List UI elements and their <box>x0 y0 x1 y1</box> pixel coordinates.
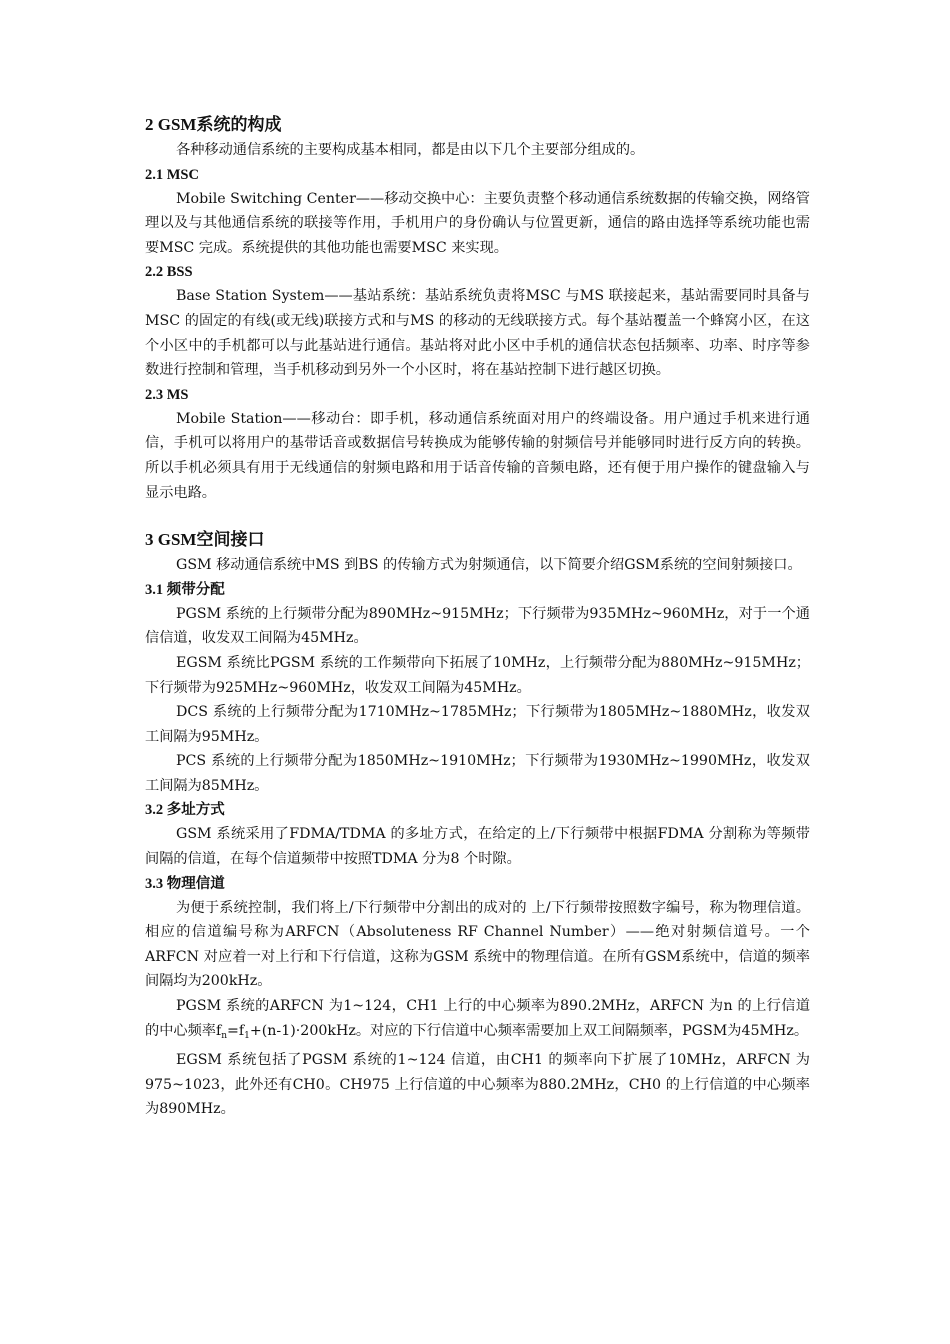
channel-text-2-part-b: =f <box>227 1022 245 1039</box>
section-2-title: 2 GSM系统的构成 <box>145 115 282 134</box>
section-3-3-title: 3.3 物理信道 <box>145 875 225 892</box>
section-2-intro: 各种移动通信系统的主要构成基本相同，都是由以下几个主要部分组成的。 <box>176 142 645 158</box>
document-page <box>145 112 810 1122</box>
section-2-2-title: 2.2 BSS <box>145 264 193 281</box>
section-2-1-text: Mobile Switching Center——移动交换中心：主要负责整个移动通信系统数据的传输交换，网络管理以及与其他通信系统的联接等作用，手机用户的身份确认与位置更新，通信的路由选择等系统功能也需要MSC 完成。系统提供的其他功能也需要MSC 来实现。 <box>145 190 810 256</box>
section-3-intro: GSM 移动通信系统中MS 到BS 的传输方式为射频通信，以下简要介绍GSM系统的空间射频接口。 <box>176 557 802 574</box>
band-pcs-text: PCS 系统的上行频带分配为1850MHz~1910MHz；下行频带为1930MHz~1990MHz，收发双工间隔为85MHz。 <box>145 753 810 794</box>
channel-text-2-part-a: PGSM 系统的ARFCN 为1~124，CH1 上行的中心频率为890.2MHz，ARFCN 为n 的上行信道的中心频率f <box>145 998 810 1039</box>
access-text: GSM 系统采用了FDMA/TDMA 的多址方式，在给定的上/下行频带中根据FDMA 分割称为等频带间隔的信道，在每个信道频带中按照TDMA 分为8 个时隙。 <box>145 826 810 868</box>
section-3-title: 3 GSM空间接口 <box>145 530 265 550</box>
subscript-n: n <box>221 1030 227 1041</box>
section-3-1-title: 3.1 频带分配 <box>145 581 225 598</box>
section-2-3-title: 2.3 MS <box>145 386 189 403</box>
section-2-3-text: Mobile Station——移动台：即手机，移动通信系统面对用户的终端设备。用户通过手机来进行通信，手机可以将用户的基带话音或数据信号转换成为能够传输的射频信号并能够同时进行反方向的转换。所以手机必须具有用于无线通信的射频电路和用于话音传输的音频电路，还有便于用户操作的键盘输入与显示电路。 <box>145 410 810 501</box>
channel-text-1: 为便于系统控制，我们将上/下行频带中分割出的成对的 上/下行频带按照数字编号，称为物理信道。相应的信道编号称为ARFCN（Absoluteness RF Channel Number）——绝对射频信道号。一个ARFCN 对应着一对上行和下行信道，这称为GSM 系统中的物理信道。在所有GSM系统中，信道的频率间隔均为200kHz。 <box>145 899 810 990</box>
band-egsm-text: EGSM 系统比PGSM 系统的工作频带向下拓展了10MHz，上行频带分配为880MHz~915MHz；下行频带为925MHz~960MHz，收发双工间隔为45MHz。 <box>145 654 810 696</box>
band-pgsm-text: PGSM 系统的上行频带分配为890MHz~915MHz；下行频带为935MHz~960MHz，对于一个通信信道，收发双工间隔为45MHz。 <box>145 605 810 647</box>
channel-text-2 <box>145 994 810 1048</box>
subscript-1: 1 <box>244 1030 250 1041</box>
channel-text-2-part-c: +(n-1)·200kHz。对应的下行信道中心频率需要加上双工间隔频率，PGSM为45MHz。 <box>249 1022 809 1039</box>
section-3-2-title: 3.2 多址方式 <box>145 802 225 819</box>
channel-text-3: EGSM 系统包括了PGSM 系统的1~124 信道，由CH1 的频率向下扩展了10MHz，ARFCN 为975~1023，此外还有CH0。CH975 上行信道的中心频率为880.2MHz，CH0 的上行信道的中心频率为890MHz。 <box>145 1052 810 1118</box>
section-2-1-title: 2.1 MSC <box>145 166 199 183</box>
section-2-2-text: Base Station System——基站系统：基站系统负责将MSC 与MS 联接起来，基站需要同时具备与MSC 的固定的有线(或无线)联接方式和与MS 的移动的无线联接方式。每个基站覆盖一个蜂窝小区，在这个小区中的手机都可以与此基站进行通信。基站将对此小区中手机的通信状态包括频率、功率、时序等参数进行控制和管理，当手机移动到另外一个小区时，将在基站控制下进行越区切换。 <box>145 288 810 379</box>
band-dcs-text: DCS 系统的上行频带分配为1710MHz~1785MHz；下行频带为1805MHz~1880MHz，收发双工间隔为95MHz。 <box>145 704 810 745</box>
